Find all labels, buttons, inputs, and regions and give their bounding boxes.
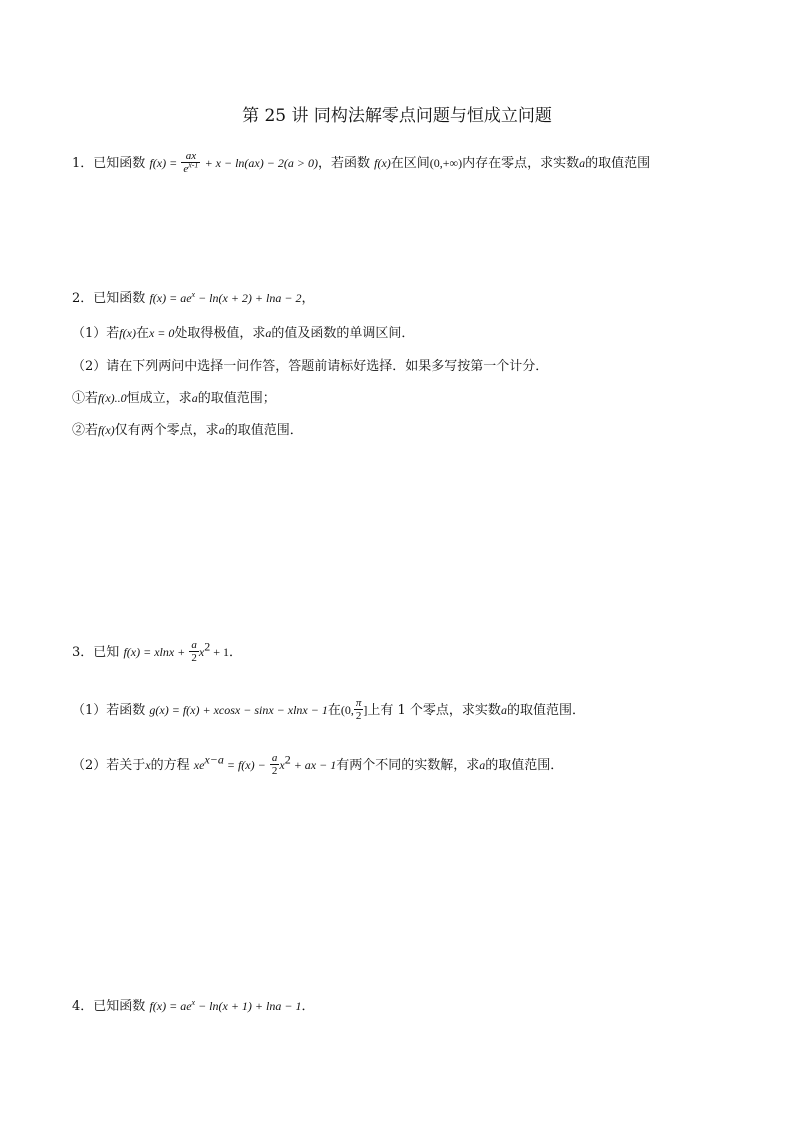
q3-p1-label: （1）若函数 bbox=[72, 703, 146, 718]
q4-formula-exponent: x bbox=[191, 998, 196, 1007]
q3-fraction-denominator: 2 bbox=[191, 652, 197, 664]
q3-p1-a: a bbox=[500, 703, 507, 717]
q3-function-exponent: 2 bbox=[204, 639, 211, 654]
q3-function-x: x bbox=[198, 645, 205, 659]
q3-p2-mid: 的方程 bbox=[150, 758, 190, 773]
q3-p2-x: x bbox=[145, 758, 151, 772]
q2-formula bbox=[149, 291, 301, 305]
question-3-part-2 bbox=[72, 753, 563, 778]
q2-p1-mid: 在 bbox=[135, 326, 149, 341]
question-2-part-2: （2）请在下列两问中选择一问作答，答题前请标好选择．如果多写按第一个计分． bbox=[72, 359, 549, 374]
question-4-number: 4． bbox=[72, 999, 94, 1014]
q3-p1-formula: g(x) = f(x) + xcosx − sinx − xlnx − 1 bbox=[149, 703, 328, 717]
question-4-prefix: 已知函数 bbox=[93, 999, 146, 1014]
question-2-prefix: 已知函数 bbox=[93, 291, 146, 306]
q2-o2-label: ②若 bbox=[72, 423, 99, 438]
q3-p2-fraction-denominator: 2 bbox=[271, 765, 278, 777]
q2-p1-end: 的值及函数的单调区间． bbox=[271, 326, 415, 341]
q4-formula-main: f(x) = ae bbox=[149, 999, 192, 1013]
q2-o1-a: a bbox=[191, 391, 198, 405]
q2-p1-label: （1）若 bbox=[72, 326, 120, 341]
q4-formula bbox=[149, 999, 301, 1013]
q4-end: ． bbox=[301, 999, 315, 1014]
question-1-number: 1． bbox=[72, 156, 94, 171]
q2-o2-tail: 仅有两个零点，求 bbox=[114, 423, 219, 438]
page-title: 第 25 讲 同构法解零点问题与恒成立问题 bbox=[242, 106, 552, 126]
q1-a: a bbox=[579, 156, 586, 170]
q3-p2-lhs-exponent: x−a bbox=[204, 752, 224, 767]
q1-interval: (0,+∞) bbox=[429, 156, 463, 170]
q1-fraction-numerator: ax bbox=[185, 150, 197, 162]
question-2-part-1 bbox=[72, 327, 414, 340]
q3-p1-fraction bbox=[354, 697, 364, 722]
q2-o2-fx: f(x) bbox=[98, 423, 115, 437]
q3-p2-end: 的取值范围． bbox=[485, 758, 564, 773]
q3-p2-fraction-numerator: a bbox=[271, 752, 278, 764]
q2-formula-exponent: x bbox=[191, 290, 196, 299]
q3-fraction bbox=[189, 639, 199, 664]
q2-o1-tail: 恒成立，求 bbox=[126, 391, 192, 406]
q2-formula-rest: − ln(x + 2) + lna − 2 bbox=[195, 291, 302, 305]
q3-p1-interval-right: ] bbox=[363, 703, 368, 717]
q2-o1-label: ①若 bbox=[72, 391, 99, 406]
question-3-part-1 bbox=[72, 698, 585, 723]
q2-o1-end: 的取值范围； bbox=[197, 391, 276, 406]
q1-mid2: 在区间 bbox=[390, 156, 430, 171]
q2-p1-fx: f(x) bbox=[119, 326, 136, 340]
q3-p1-fraction-denominator: 2 bbox=[354, 709, 364, 722]
q3-p1-end: 的取值范围． bbox=[506, 703, 585, 718]
q3-p2-rest: + ax − 1 bbox=[290, 758, 337, 772]
q3-p2-lhs: xe bbox=[193, 758, 205, 772]
q3-function-left: f(x) = xlnx + bbox=[123, 645, 186, 659]
q3-p2-a: a bbox=[479, 758, 486, 772]
q3-p2-x2-exponent: 2 bbox=[284, 752, 291, 767]
q1-tail: 内存在零点，求实数 bbox=[462, 156, 580, 171]
q2-end: ， bbox=[301, 291, 315, 306]
q3-function-tail: + 1 bbox=[210, 645, 230, 659]
question-2 bbox=[72, 292, 314, 305]
question-4 bbox=[72, 1000, 314, 1013]
q3-p2-eq: = f(x) − bbox=[223, 758, 266, 772]
q1-fx: f(x) bbox=[374, 156, 391, 170]
question-2-number: 2． bbox=[72, 291, 94, 306]
q2-o2-a: a bbox=[218, 423, 225, 437]
q3-fraction-numerator: a bbox=[191, 639, 197, 651]
question-3 bbox=[72, 640, 242, 665]
q3-p1-in: 在 bbox=[327, 703, 341, 718]
q1-function-left: f(x) = bbox=[149, 156, 178, 170]
q3-p2-tail: 有两个不同的实数解，求 bbox=[336, 758, 480, 773]
question-2-option-2 bbox=[72, 424, 303, 437]
q3-p1-tail: 上有 1 个零点，求实数 bbox=[367, 703, 501, 718]
question-3-prefix: 已知 bbox=[93, 645, 120, 660]
q4-formula-rest: − ln(x + 1) + lna − 1 bbox=[195, 999, 302, 1013]
q3-p1-fraction-numerator: π bbox=[355, 697, 362, 709]
q3-p1-interval-left: (0, bbox=[340, 703, 354, 717]
q2-p1-x0: x = 0 bbox=[148, 326, 175, 340]
q1-fraction bbox=[181, 150, 200, 175]
q2-formula-main: f(x) = ae bbox=[149, 291, 192, 305]
q2-p1-tail: 处取得极值，求 bbox=[174, 326, 266, 341]
q1-fraction-denominator bbox=[181, 162, 200, 175]
q3-p2-x2: x bbox=[279, 758, 285, 772]
q2-p1-a: a bbox=[265, 326, 272, 340]
question-3-number: 3． bbox=[72, 645, 94, 660]
q1-mid: ，若函数 bbox=[317, 156, 370, 171]
q1-function-right: + x − ln(ax) − 2(a > 0) bbox=[204, 156, 318, 170]
q3-p2-label: （2）若关于 bbox=[72, 758, 146, 773]
q2-o1-fx: f(x)..0 bbox=[98, 391, 127, 405]
q1-den-exponent: x-1 bbox=[188, 160, 199, 170]
q1-end: 的取值范围 bbox=[585, 156, 651, 171]
question-1-prefix: 已知函数 bbox=[93, 156, 146, 171]
question-2-option-1 bbox=[72, 392, 276, 405]
question-1 bbox=[72, 151, 650, 176]
q2-o2-end: 的取值范围． bbox=[224, 423, 303, 438]
q3-p2-fraction bbox=[270, 752, 280, 777]
q1-den-base: e bbox=[183, 163, 189, 175]
q3-end: ． bbox=[229, 645, 243, 660]
